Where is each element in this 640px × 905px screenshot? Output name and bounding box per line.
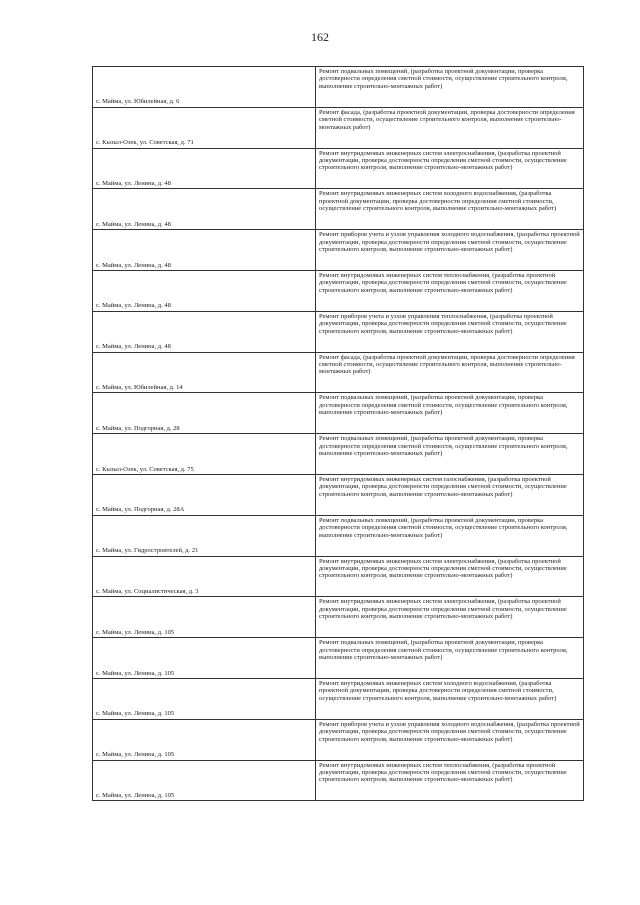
table-row <box>93 393 584 434</box>
address-cell: с. Майма, ул. Ленина, д. 48 <box>93 148 316 189</box>
work-description-cell: Ремонт подвальных помещений, (разработка проектной документации, проверка достоверности определения сметной стоимости, осуществление строительного контроля, выполнение строительно-монтажных работ) <box>316 638 584 679</box>
work-description-cell: Ремонт приборов учета и узлов управления теплоснабжения, (разработка проектной документации, проверка достоверности определения сметной стоимости, осуществление строительного контроля, выполнение строительно-монтажных работ) <box>316 311 584 352</box>
table-row <box>93 230 584 271</box>
table-row <box>93 352 584 393</box>
address-cell: с. Майма, ул. Ленина, д. 48 <box>93 230 316 271</box>
address-cell: с. Майма, ул. Ленина, д. 105 <box>93 678 316 719</box>
address-cell: с. Майма, ул. Социалистическая, д. 3 <box>93 556 316 597</box>
table-row <box>93 270 584 311</box>
page-number: 162 <box>311 30 329 44</box>
address-cell: с. Майма, ул. Подгорная, д. 28 <box>93 393 316 434</box>
work-description-cell: Ремонт внутридомовых инженерных систем холодного водоснабжения, (разработка проектной документации, проверка достоверности определения сметной стоимости, осуществление строительного контроля, выполнение строительно-монтажных работ) <box>316 678 584 719</box>
work-description-cell: Ремонт внутридомовых инженерных систем теплоснабжения, (разработка проектной документации, проверка достоверности определения сметной стоимости, осуществление строительного контроля, выполнение строительно-монтажных работ) <box>316 760 584 801</box>
work-description-cell: Ремонт внутридомовых инженерных систем газоснабжения, (разработка проектной документации, проверка достоверности определения сметной стоимости, осуществление строительного контроля, выполнение строительно-монтажных работ) <box>316 474 584 515</box>
address-cell: с. Майма, ул. Ленина, д. 105 <box>93 760 316 801</box>
work-description-cell: Ремонт подвальных помещений, (разработка проектной документации, проверка достоверности определения сметной стоимости, осуществление строительного контроля, выполнение строительно-монтажных работ) <box>316 515 584 556</box>
address-cell: с. Майма, ул. Ленина, д. 48 <box>93 189 316 230</box>
work-description-cell: Ремонт внутридомовых инженерных систем холодного водоснабжения, (разработка проектной документации, проверка достоверности определения сметной стоимости, осуществление строительного контроля, выполнение строительно-монтажных работ) <box>316 189 584 230</box>
table-row <box>93 678 584 719</box>
table-row <box>93 107 584 148</box>
address-cell: с. Майма, ул. Подгорная, д. 28А <box>93 474 316 515</box>
work-description-cell: Ремонт подвальных помещений, (разработка проектной документации, проверка достоверности определения сметной стоимости, осуществление строительного контроля, выполнение строительно-монтажных работ) <box>316 393 584 434</box>
table-row <box>93 597 584 638</box>
work-description-cell: Ремонт фасада, (разработка проектной документации, проверка достоверности определения сметной стоимости, осуществление строительного контроля, выполнение строительно-монтажных работ) <box>316 352 584 393</box>
work-description-cell: Ремонт подвальных помещений, (разработка проектной документации, проверка достоверности определения сметной стоимости, осуществление строительного контроля, выполнение строительно-монтажных работ) <box>316 434 584 475</box>
work-description-cell: Ремонт внутридомовых инженерных систем электроснабжения, (разработка проектной документации, проверка достоверности определения сметной стоимости, осуществление строительного контроля, выполнение строительно-монтажных работ) <box>316 556 584 597</box>
work-description-cell: Ремонт внутридомовых инженерных систем теплоснабжения, (разработка проектной документации, проверка достоверности определения сметной стоимости, осуществление строительного контроля, выполнение строительно-монтажных работ) <box>316 270 584 311</box>
address-cell: с. Майма, ул. Ленина, д. 48 <box>93 270 316 311</box>
address-cell: с. Майма, ул. Гидростроителей, д. 21 <box>93 515 316 556</box>
address-cell: с. Майма, ул. Ленина, д. 48 <box>93 311 316 352</box>
address-cell: с. Майма, ул. Ленина, д. 105 <box>93 597 316 638</box>
address-cell: с. Кызыл-Озек, ул. Советская, д. 71 <box>93 107 316 148</box>
table-row <box>93 760 584 801</box>
address-cell: с. Майма, ул. Ленина, д. 105 <box>93 638 316 679</box>
table-row <box>93 556 584 597</box>
address-cell: с. Майма, ул. Ленина, д. 105 <box>93 719 316 760</box>
table-row <box>93 189 584 230</box>
works-table <box>92 66 584 801</box>
table-row <box>93 474 584 515</box>
work-description-cell: Ремонт фасада, (разработка проектной документации, проверка достоверности определения сметной стоимости, осуществление строительного контроля, выполнение строительно-монтажных работ) <box>316 107 584 148</box>
works-table-body <box>93 67 584 801</box>
address-cell: с. Майма, ул. Юбилейная, д. 6 <box>93 67 316 108</box>
table-row <box>93 638 584 679</box>
table-row <box>93 515 584 556</box>
table-row <box>93 311 584 352</box>
work-description-cell: Ремонт внутридомовых инженерных систем электроснабжения, (разработка проектной документации, проверка достоверности определения сметной стоимости, осуществление строительного контроля, выполнение строительно-монтажных работ) <box>316 148 584 189</box>
work-description-cell: Ремонт приборов учета и узлов управления холодного водоснабжения, (разработка проектной документации, проверка достоверности определения сметной стоимости, осуществление строительного контроля, выполнение строительно-монтажных работ) <box>316 719 584 760</box>
work-description-cell: Ремонт приборов учета и узлов управления холодного водоснабжения, (разработка проектной документации, проверка достоверности определения сметной стоимости, осуществление строительного контроля, выполнение строительно-монтажных работ) <box>316 230 584 271</box>
address-cell: с. Кызыл-Озек, ул. Советская, д. 75 <box>93 434 316 475</box>
work-description-cell: Ремонт подвальных помещений, (разработка проектной документации, проверка достоверности определения сметной стоимости, осуществление строительного контроля, выполнение строительно-монтажных работ) <box>316 67 584 108</box>
table-row <box>93 148 584 189</box>
table-row <box>93 719 584 760</box>
work-description-cell: Ремонт внутридомовых инженерных систем электроснабжения, (разработка проектной документации, проверка достоверности определения сметной стоимости, осуществление строительного контроля, выполнение строительно-монтажных работ) <box>316 597 584 638</box>
table-row <box>93 67 584 108</box>
address-cell: с. Майма, ул. Юбилейная, д. 14 <box>93 352 316 393</box>
table-row <box>93 434 584 475</box>
